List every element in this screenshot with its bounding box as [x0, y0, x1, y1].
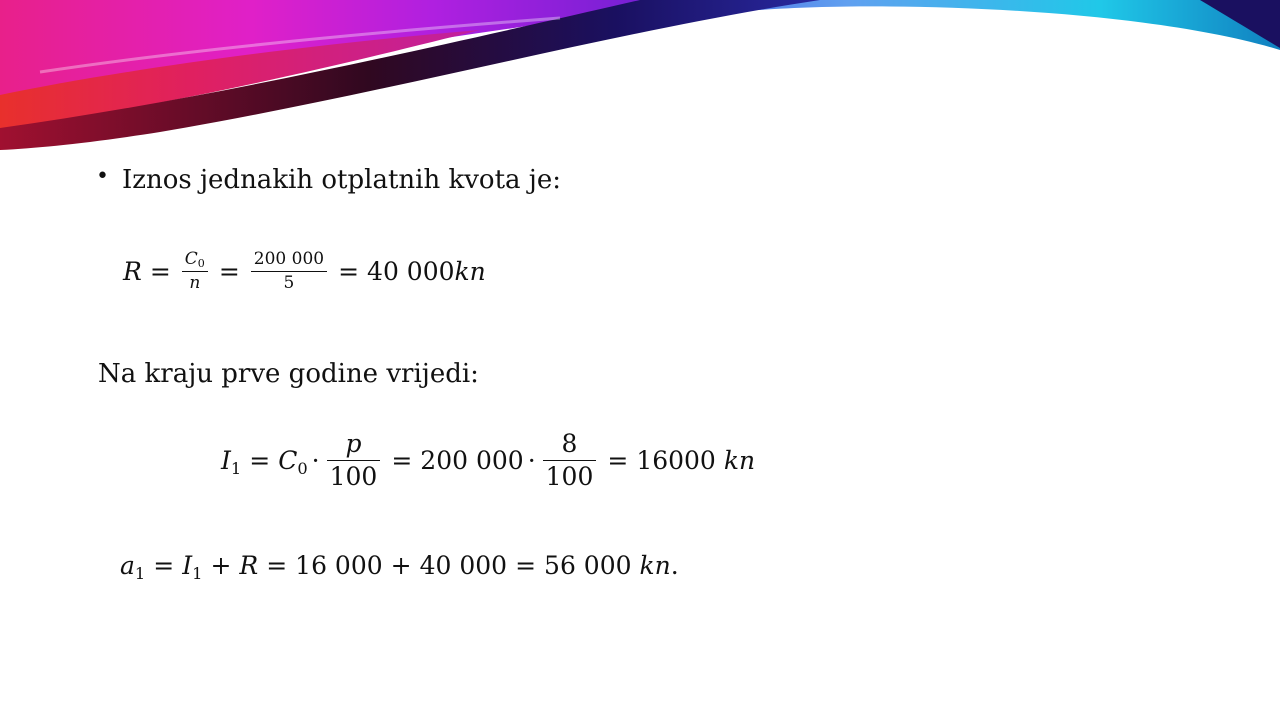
formula-a: [120, 551, 679, 583]
equals-sign: =: [249, 445, 271, 475]
fraction-bar: [327, 460, 381, 462]
paragraph-text: Na kraju prve godine vrijedi:: [98, 359, 479, 389]
formula-i-result: 16000: [636, 445, 716, 475]
fraction-denominator: n: [189, 273, 201, 294]
equals-sign: =: [266, 551, 288, 580]
c0-term: C0: [278, 445, 308, 478]
r-term: R: [239, 551, 259, 580]
value-200000: 200 000: [420, 445, 524, 475]
fraction-numerator: 200 000: [253, 249, 325, 269]
fraction-200000-over-5: [251, 250, 327, 293]
fraction-c0-over-n: [182, 250, 208, 293]
fraction-denominator: 5: [283, 273, 295, 294]
formula-a-lhs: a1: [120, 551, 146, 583]
multiply-dot: ·: [527, 445, 536, 475]
plus-sign: +: [390, 551, 412, 580]
subscript: 0: [197, 257, 205, 271]
equals-sign: =: [218, 256, 240, 286]
equals-sign: =: [149, 256, 171, 286]
equals-sign: =: [153, 551, 175, 580]
equals-sign: =: [607, 445, 629, 475]
i1-term: I1: [182, 551, 203, 583]
unit-kn: kn: [454, 256, 486, 286]
fraction-bar: [543, 460, 597, 462]
multiply-dot: ·: [311, 445, 320, 475]
formula-i-lhs: I1: [221, 445, 242, 478]
formula-r-result: 40 000: [367, 256, 455, 286]
fraction-denominator: 100: [545, 462, 594, 491]
formula-i: [221, 430, 755, 491]
bullet-marker: •: [96, 164, 109, 189]
equals-sign: =: [338, 256, 360, 286]
fraction-numerator: C: [184, 249, 198, 269]
unit-kn: kn: [639, 551, 671, 580]
unit-kn: kn: [723, 445, 756, 475]
end-period: .: [670, 551, 679, 580]
equals-sign: =: [515, 551, 537, 580]
fraction-numerator: 8: [561, 429, 578, 458]
bullet-text: Iznos jednakih otplatnih kvota je:: [122, 165, 561, 195]
value-16000: 16 000: [295, 551, 383, 580]
value-40000: 40 000: [419, 551, 508, 580]
fraction-8-over-100: [543, 430, 597, 491]
fraction-numerator: p: [345, 429, 362, 458]
decorative-banner: [0, 0, 1280, 160]
formula-r-lhs: R: [123, 256, 142, 286]
fraction-bar: [251, 271, 327, 273]
equals-sign: =: [391, 445, 413, 475]
fraction-p-over-100: [327, 430, 381, 491]
fraction-denominator: 100: [329, 462, 378, 491]
formula-a-result: 56 000: [544, 551, 632, 580]
formula-r: [123, 250, 486, 293]
fraction-bar: [182, 271, 208, 273]
plus-sign: +: [210, 551, 232, 580]
